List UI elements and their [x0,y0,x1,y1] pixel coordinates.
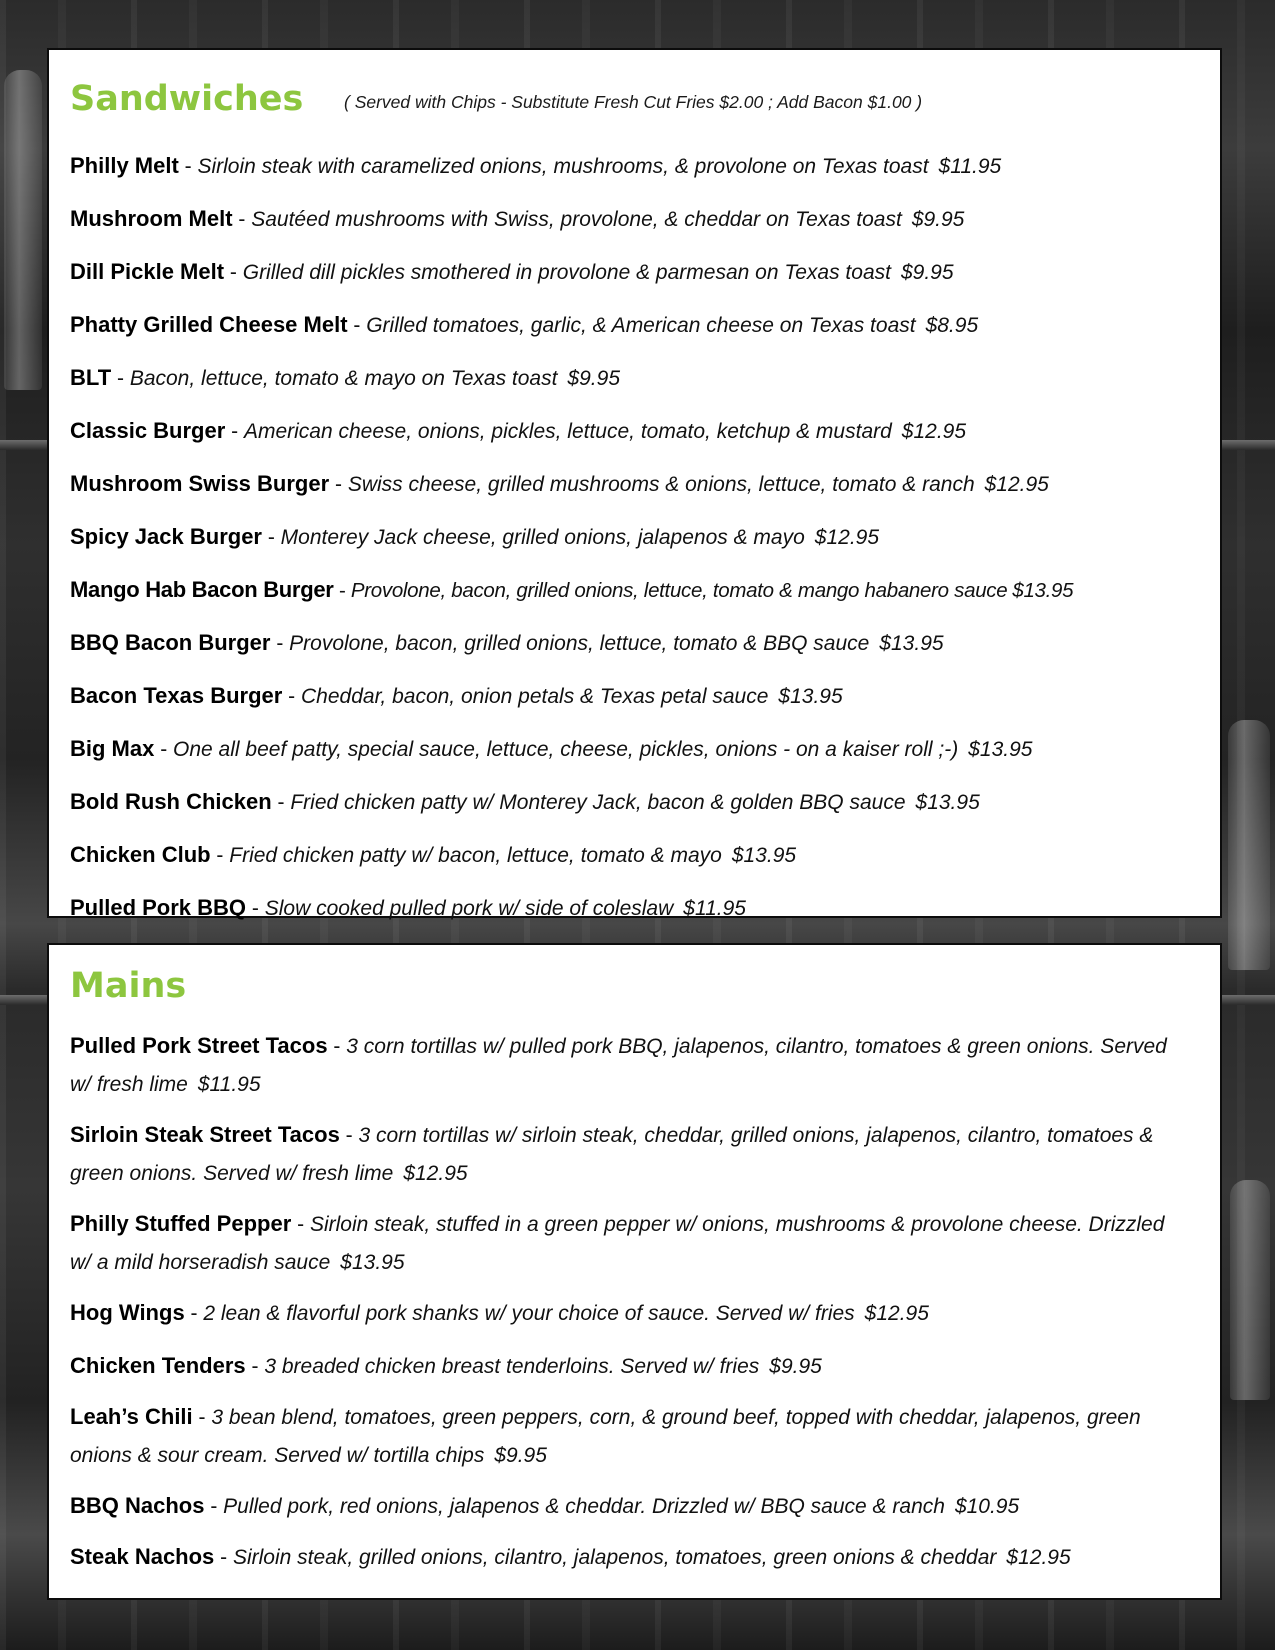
item-description: 3 corn tortillas w/ sirloin steak, cheddar, grilled onions, jalapenos, cilantro, tomatoes & green onions. Served w/ fresh lime [70,1124,1154,1185]
menu-item [70,1538,1186,1577]
item-price: $12.95 [814,526,880,549]
item-separator: - [246,897,265,920]
item-price: $12.95 [901,420,967,443]
item-separator: - [329,473,348,496]
item-separator: - [245,1355,265,1378]
item-description: Provolone, bacon, grilled onions, lettuce, tomato & BBQ sauce [289,632,870,655]
item-name: BBQ Bacon Burger [70,630,271,655]
sandwiches-list [70,140,1214,935]
sandwiches-note: ( Served with Chips - Substitute Fresh Cut Fries $2.00 ; Add Bacon $1.00 ) [344,92,923,112]
item-description: Swiss cheese, grilled mushrooms & onions, lettuce, tomato & ranch [347,473,975,496]
item-price: $13.95 [915,791,980,814]
item-name: Mushroom Swiss Burger [70,471,330,496]
item-separator: - [333,579,351,602]
item-price: $13.95 [778,685,843,708]
item-price: $13.95 [879,632,944,655]
item-description: Monterey Jack cheese, grilled onions, jalapenos & mayo [280,526,805,549]
sandwiches-panel [47,48,1222,918]
item-separator: - [210,844,230,867]
item-separator: - [232,208,252,231]
item-name: Bacon Texas Burger [70,683,283,708]
item-price: $13.95 [1012,579,1074,602]
background-bottle [1230,1180,1270,1400]
item-description: Provolone, bacon, grilled onions, lettuce, tomato & mango habanero sauce [350,579,1008,602]
menu-item [70,1027,1186,1104]
item-separator: - [178,155,198,178]
item-separator: - [291,1213,310,1236]
menu-item [70,299,1214,352]
item-name: Pulled Pork BBQ [70,895,247,920]
item-price: $13.95 [731,844,797,867]
item-price: $9.95 [494,1444,547,1467]
menu-item [70,1398,1186,1475]
item-price: $9.95 [769,1355,822,1378]
menu-item [70,1487,1186,1526]
item-description: Sirloin steak with caramelized onions, mushrooms, & provolone on Texas toast [197,155,929,178]
menu-item [70,511,1214,564]
item-description: Grilled tomatoes, garlic, & American cheese on Texas toast [366,314,916,337]
item-separator: - [154,738,174,761]
menu-item [70,776,1214,829]
item-price: $12.95 [403,1162,468,1185]
item-separator: - [184,1302,204,1325]
item-price: $12.95 [984,473,1049,496]
item-name: Pulled Pork Street Tacos [70,1033,328,1058]
item-name: Chicken Tenders [70,1353,246,1378]
item-description: Sirloin steak, stuffed in a green pepper w/ onions, mushrooms & provolone cheese. Drizzled w/ a mild horseradish sauce [70,1213,1165,1274]
menu-item [70,617,1214,670]
item-name: BBQ Nachos [70,1493,205,1518]
item-price: $9.95 [911,208,965,231]
menu-item [70,829,1214,882]
item-separator: - [225,420,244,443]
item-name: Bold Rush Chicken [70,789,272,814]
item-separator: - [270,632,290,655]
item-description: Fried chicken patty w/ Monterey Jack, bacon & golden BBQ sauce [290,791,906,814]
menu-item [70,882,1214,935]
item-separator: - [204,1495,224,1518]
menu-item [70,1347,1186,1386]
item-price: $9.95 [900,261,954,284]
item-description: 2 lean & flavorful pork shanks w/ your choice of sauce. Served w/ fries [203,1302,855,1325]
item-description: Slow cooked pulled pork w/ side of coleslaw [264,897,674,920]
item-description: Sirloin steak, grilled onions, cilantro, jalapenos, tomatoes, green onions & cheddar [232,1546,997,1569]
item-description: 3 bean blend, tomatoes, green peppers, corn, & ground beef, topped with cheddar, jalapenos, green onions & sour cream. Served w/ tortilla chips [70,1406,1141,1467]
sandwiches-title: Sandwiches [70,79,304,119]
menu-item [70,405,1214,458]
item-name: Philly Stuffed Pepper [70,1211,292,1236]
item-description: Bacon, lettuce, tomato & mayo on Texas toast [129,367,558,390]
menu-item [70,1205,1186,1282]
item-price: $13.95 [968,738,1033,761]
item-name: Classic Burger [70,418,226,443]
item-separator: - [261,526,281,549]
item-description: 3 breaded chicken breast tenderloins. Served w/ fries [264,1355,760,1378]
mains-list [70,1027,1186,1577]
item-price: $8.95 [925,314,979,337]
item-name: Mushroom Melt [70,206,233,231]
item-price: $11.95 [197,1073,261,1096]
menu-item [70,1294,1186,1333]
item-name: Sirloin Steak Street Tacos [70,1122,340,1147]
background-bottle [1228,720,1270,970]
item-separator: - [347,314,367,337]
item-description: 3 corn tortillas w/ pulled pork BBQ, jalapenos, cilantro, tomatoes & green onions. Served w/ fresh lime [70,1035,1167,1096]
item-separator: - [271,791,291,814]
item-description: Cheddar, bacon, onion petals & Texas petal sauce [301,685,769,708]
item-name: Mango Hab Bacon Burger [70,577,334,602]
item-description: Sautéed mushrooms with Swiss, provolone, & cheddar on Texas toast [251,208,902,231]
menu-item [70,670,1214,723]
item-price: $9.95 [567,367,621,390]
item-name: Hog Wings [70,1300,185,1325]
item-name: Steak Nachos [70,1544,215,1569]
item-description: One all beef patty, special sauce, lettuce, cheese, pickles, onions - on a kaiser roll ;-) [173,738,959,761]
item-separator: - [327,1035,347,1058]
item-separator: - [111,367,130,390]
item-name: Big Max [70,736,155,761]
item-description: American cheese, onions, pickles, lettuce, tomato, ketchup & mustard [243,420,892,443]
item-name: BLT [70,365,112,390]
item-price: $11.95 [938,155,1002,178]
background-bottle [4,70,42,390]
menu-item [70,564,1214,617]
item-separator: - [282,685,302,708]
item-description: Pulled pork, red onions, jalapenos & cheddar. Drizzled w/ BBQ sauce & ranch [223,1495,945,1518]
menu-item [70,246,1214,299]
menu-item [70,723,1214,776]
item-separator: - [339,1124,359,1147]
mains-title: Mains [70,966,187,1006]
item-price: $13.95 [340,1251,405,1274]
menu-item [70,193,1214,246]
item-price: $12.95 [864,1302,929,1325]
item-name: Spicy Jack Burger [70,524,262,549]
item-name: Chicken Club [70,842,211,867]
menu-item [70,458,1214,511]
menu-item [70,140,1214,193]
item-separator: - [224,261,243,284]
item-name: Dill Pickle Melt [70,259,225,284]
item-name: Leah’s Chili [70,1404,193,1429]
item-name: Phatty Grilled Cheese Melt [70,312,348,337]
item-description: Fried chicken patty w/ bacon, lettuce, tomato & mayo [229,844,722,867]
item-separator: - [192,1406,212,1429]
item-name: Philly Melt [70,153,179,178]
item-separator: - [214,1546,233,1569]
item-price: $11.95 [683,897,746,920]
menu-item [70,1116,1186,1193]
mains-panel [47,943,1222,1600]
item-price: $12.95 [1006,1546,1071,1569]
menu-item [70,352,1214,405]
item-description: Grilled dill pickles smothered in provolone & parmesan on Texas toast [242,261,891,284]
item-price: $10.95 [954,1495,1020,1518]
